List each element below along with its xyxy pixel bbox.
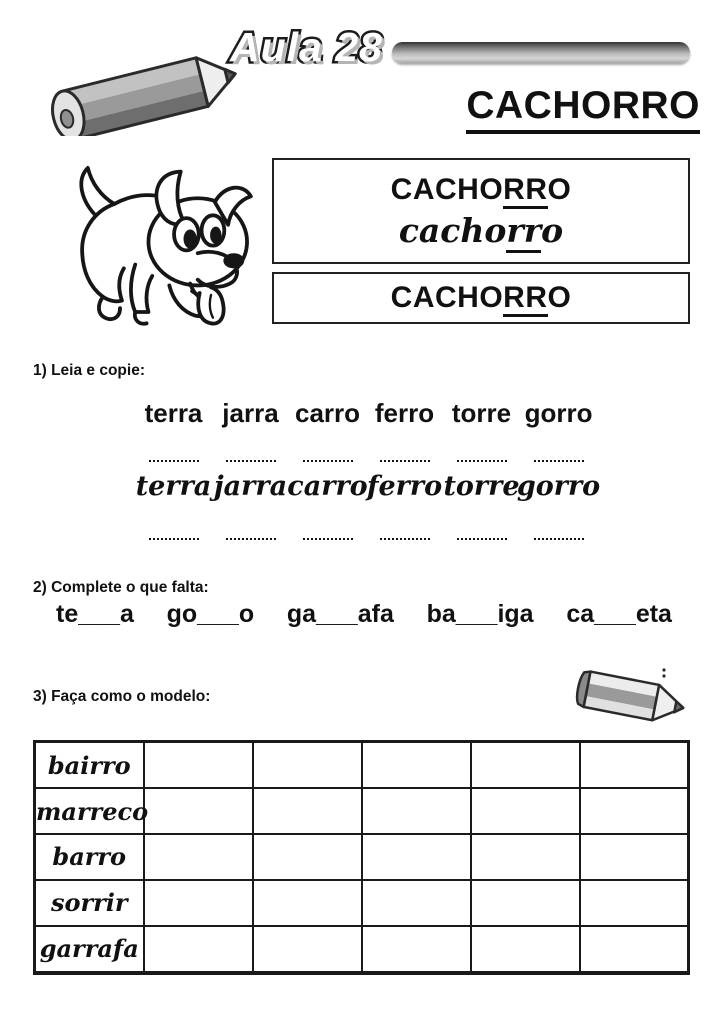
word-underlined-rr: rr — [506, 211, 541, 253]
fill-word: ba___iga — [426, 600, 534, 628]
empty-write-cell — [144, 880, 253, 926]
print-word-cachorro — [391, 281, 572, 315]
fill-word: ga___afa — [286, 600, 394, 628]
model-word: sorrir — [50, 888, 128, 918]
empty-write-cell — [253, 880, 362, 926]
page-title: CACHORRO — [466, 84, 700, 134]
empty-write-cell — [144, 788, 253, 834]
model-word-cell — [35, 834, 144, 880]
model-word: garrafa — [39, 934, 139, 964]
word-prefix: CACHO — [390, 172, 504, 206]
empty-write-cell — [580, 742, 689, 789]
model-word: bairro — [47, 750, 131, 780]
word-suffix: o — [541, 210, 564, 250]
dotted-write-line — [149, 538, 199, 540]
big-pencil-icon — [24, 18, 238, 136]
print-word: terra — [144, 398, 203, 428]
print-word: carro — [294, 398, 361, 428]
model-word-cell — [35, 788, 149, 834]
empty-write-cell — [144, 834, 253, 880]
table-row — [35, 880, 689, 926]
print-word: jarra — [222, 398, 279, 428]
empty-write-cell — [471, 788, 580, 834]
empty-write-cell — [471, 926, 580, 973]
empty-write-cell — [144, 926, 253, 973]
dotted-write-line — [534, 460, 584, 462]
word-prefix: cacho — [398, 210, 507, 250]
cursive-word: carro — [287, 471, 368, 502]
dotted-write-line — [149, 460, 199, 462]
cursive-word: torre — [443, 471, 520, 502]
word-column — [287, 398, 368, 540]
table-row — [35, 788, 689, 834]
empty-write-cell — [471, 834, 580, 880]
empty-write-cell — [144, 742, 253, 789]
word-column — [366, 398, 443, 540]
header-divider-bar — [392, 42, 690, 63]
word-underlined-rr: RR — [503, 281, 547, 317]
model-word: barro — [52, 842, 127, 872]
puppy-illustration — [48, 148, 266, 348]
dotted-write-line — [457, 460, 507, 462]
fill-word: te___a — [56, 600, 134, 628]
empty-write-cell — [362, 788, 471, 834]
section1-label: 1) Leia e copie: — [33, 362, 145, 379]
model-word-cell — [35, 926, 144, 973]
dotted-write-line — [534, 538, 584, 540]
empty-write-cell — [580, 834, 689, 880]
model-word-cell — [35, 880, 144, 926]
empty-write-cell — [362, 742, 471, 789]
dotted-write-line — [457, 538, 507, 540]
dotted-write-line — [380, 538, 430, 540]
empty-write-cell — [362, 926, 471, 973]
empty-write-cell — [362, 880, 471, 926]
word-underlined-rr: RR — [503, 173, 547, 209]
cursive-word-cachorro — [399, 211, 563, 250]
empty-write-cell — [253, 788, 362, 834]
cursive-word: terra — [135, 471, 212, 502]
empty-write-cell — [362, 834, 471, 880]
empty-write-cell — [580, 788, 689, 834]
empty-write-cell — [471, 880, 580, 926]
table-row — [35, 742, 689, 789]
table-row — [35, 926, 689, 973]
print-word: ferro — [374, 398, 435, 428]
practice-table — [33, 740, 690, 975]
dotted-write-line — [226, 538, 276, 540]
table-row — [35, 834, 689, 880]
print-word: torre — [451, 398, 512, 428]
word-suffix: O — [547, 172, 572, 206]
small-pencil-icon — [572, 664, 690, 734]
cursive-word: jarra — [213, 471, 288, 502]
empty-write-cell — [471, 742, 580, 789]
word-column — [516, 398, 601, 540]
fill-word: ca___eta — [566, 600, 672, 628]
empty-write-cell — [580, 880, 689, 926]
dotted-write-line — [303, 538, 353, 540]
model-word-cell — [35, 742, 144, 789]
word-column — [135, 398, 212, 540]
word-card-primary — [272, 158, 690, 264]
empty-write-cell — [253, 834, 362, 880]
print-word-cachorro — [391, 173, 572, 207]
dotted-write-line — [380, 460, 430, 462]
cursive-word: ferro — [366, 471, 443, 502]
lesson-badge: Aula 28 — [230, 24, 383, 70]
model-word: marreco — [36, 796, 149, 826]
section3-label: 3) Faça como o modelo: — [33, 688, 211, 705]
word-card-secondary — [272, 272, 690, 324]
fill-word: go___o — [166, 600, 255, 628]
fill-in-words-row — [56, 600, 672, 629]
print-word: gorro — [524, 398, 593, 428]
empty-write-cell — [253, 926, 362, 973]
cursive-word: gorro — [516, 471, 601, 502]
dotted-write-line — [303, 460, 353, 462]
copy-words-grid — [135, 398, 601, 540]
word-suffix: O — [547, 281, 572, 314]
section2-label: 2) Complete o que falta: — [33, 579, 209, 596]
dotted-write-line — [226, 460, 276, 462]
word-column — [213, 398, 288, 540]
empty-write-cell — [580, 926, 689, 973]
word-column — [443, 398, 520, 540]
word-prefix: CACHO — [390, 281, 504, 314]
empty-write-cell — [253, 742, 362, 789]
